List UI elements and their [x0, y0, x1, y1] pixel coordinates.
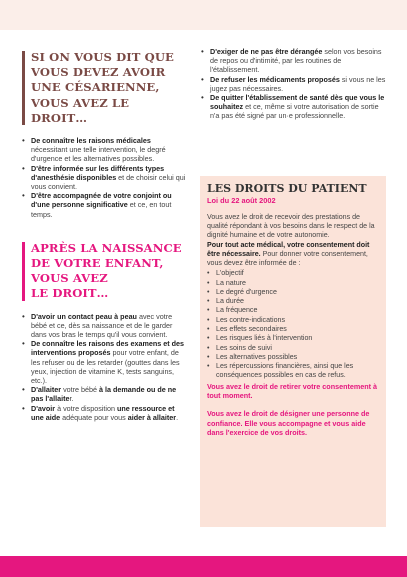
list-item: • Les risques liés à l'intervention: [207, 334, 379, 343]
heading-line: DE VOTRE ENFANT,: [31, 256, 164, 271]
consent-text: Pour donner votre consentement, vous devez être informée de :: [207, 249, 368, 268]
heading-line: UNE CÉSARIENNE,: [31, 80, 160, 95]
list-item: • De refuser les médicaments proposés si vous ne les jugez pas nécessaires.: [201, 75, 389, 93]
list-item: • Les alternatives possibles: [207, 353, 379, 362]
footer-band: [0, 556, 407, 577]
heading-line: SI ON VOUS DIT QUE: [31, 50, 174, 64]
heading-line: LE DROIT…: [31, 286, 109, 301]
rights-intro: Vous avez le droit de recevoir des prestations de qualité répondant à vos besoins dans le respect de la dignité humaine et de votre autonomie.: [207, 213, 375, 240]
heading-line: VOUS AVEZ: [31, 271, 108, 286]
list-item: • D'avoir à votre disposition une ressource et une aide adéquate pour vous aider à allaiter.: [22, 404, 187, 422]
withdraw-consent-note: Vous avez le droit de retirer votre consentement à tout moment.: [207, 381, 378, 401]
list-item: • D'avoir un contact peau à peau avec votre bébé et ce, dès sa naissance et de le garder dans vos bras le temps qu'il vous convient.: [22, 312, 187, 340]
list-item: • Les effets secondaires: [207, 325, 379, 334]
list-item: • Les soins de suivi: [207, 344, 379, 353]
list-item: • De connaître les raisons médicales nécessitant une telle intervention, le degré d'urgence et les alternatives possibles.: [22, 136, 187, 164]
left-column: [22, 50, 187, 422]
heading-bar: [22, 242, 25, 301]
list-item: • Les contre-indications: [207, 316, 379, 325]
list-item: • D'allaiter votre bébé à la demande ou de ne pas l'allaiter.: [22, 385, 187, 403]
heading-cesarean: [22, 50, 187, 126]
list-item: • D'être informée sur les différents types d'anesthésie disponibles et de choisir celui qui vous convient.: [22, 164, 187, 192]
heading-bar: [22, 51, 25, 125]
right-column: [201, 47, 389, 121]
heading-line: APRÈS LA NAISSANCE: [31, 240, 182, 255]
list-item: • D'être accompagnée de votre conjoint ou d'une personne significative et ce, en tout temps.: [22, 191, 187, 219]
rights-subtitle: Loi du 22 août 2002: [207, 196, 276, 205]
cesarean-rights-list: [22, 136, 187, 219]
consent-paragraph: [207, 241, 379, 269]
heading-after-birth: [22, 241, 187, 302]
information-list: [207, 269, 379, 381]
list-item: • La fréquence: [207, 306, 379, 315]
consent-bold: Pour tout acte médical, votre consentement doit être nécessaire.: [207, 240, 370, 258]
trusted-person-note: Vous avez le droit de désigner une personne de confiance. Elle vous accompagne et vous aide dans l'exercice de vos droits.: [207, 409, 370, 437]
after-birth-rights-list: [22, 312, 187, 422]
heading-line: VOUS DEVEZ AVOIR: [31, 65, 166, 80]
list-item: • L'objectif: [207, 269, 379, 278]
list-item: • De connaître les raisons des examens et des interventions proposés pour votre enfant, de les refuser ou de les retarder (gouttes dans les yeux, injection de vitamine K, tests sanguins, etc.).: [22, 339, 187, 385]
list-item: • De quitter l'établissement de santé dès que vous le souhaitez et ce, même si votre autorisation de sortie n'a pas été signé par un·e professionnelle.: [201, 93, 389, 121]
list-item: • Le degré d'urgence: [207, 288, 379, 297]
list-item: • Les répercussions financières, ainsi que les conséquences possibles en cas de refus.: [207, 362, 379, 381]
list-item: • La durée: [207, 297, 379, 306]
list-item: • D'exiger de ne pas être dérangée selon vos besoins de repos ou d'intimité, par les routines de l'établissement.: [201, 47, 389, 75]
rights-title: LES DROITS DU PATIENT: [207, 182, 367, 195]
patient-rights-box: [200, 176, 386, 527]
list-item: • La nature: [207, 279, 379, 288]
continued-rights-list: [201, 47, 389, 121]
heading-line: VOUS AVEZ LE DROIT…: [31, 95, 130, 125]
